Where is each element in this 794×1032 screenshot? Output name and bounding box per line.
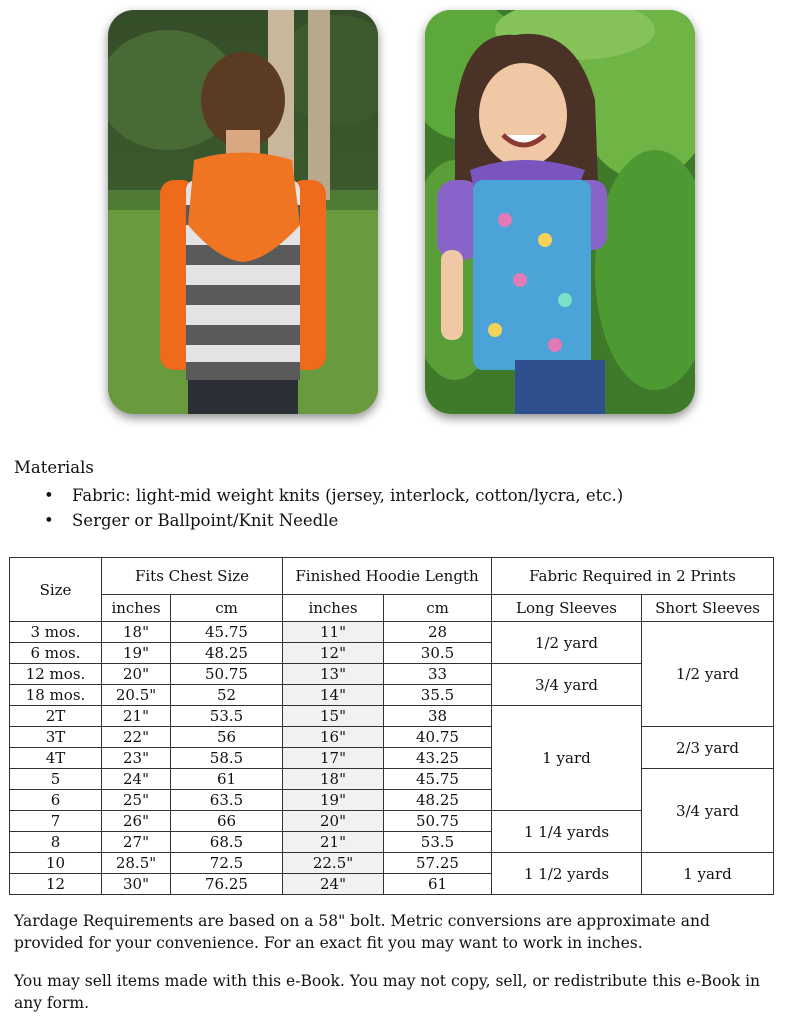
cell-size: 5 [10,769,102,790]
cell-length-in: 17" [283,748,384,769]
cell-long-sleeves: 3/4 yard [492,664,642,706]
cell-chest-cm: 58.5 [171,748,283,769]
cell-chest-cm: 63.5 [171,790,283,811]
cell-chest-cm: 66 [171,811,283,832]
cell-length-in: 20" [283,811,384,832]
cell-size: 4T [10,748,102,769]
cell-length-in: 14" [283,685,384,706]
subheader-length-inches: inches [283,595,384,622]
cell-size: 10 [10,853,102,874]
cell-chest-cm: 68.5 [171,832,283,853]
table-header-row [10,558,774,595]
cell-chest-cm: 61 [171,769,283,790]
cell-length-cm: 48.25 [384,790,492,811]
cell-size: 2T [10,706,102,727]
cell-length-cm: 33 [384,664,492,685]
cell-short-sleeves: 1 yard [642,853,774,895]
cell-length-in: 21" [283,832,384,853]
cell-length-cm: 38 [384,706,492,727]
cell-chest-in: 26" [102,811,171,832]
header-hoodie-length: Finished Hoodie Length [283,558,492,595]
subheader-chest-inches: inches [102,595,171,622]
table-row [10,622,774,643]
cell-long-sleeves: 1 1/2 yards [492,853,642,895]
header-size: Size [10,558,102,622]
subheader-short-sleeves: Short Sleeves [642,595,774,622]
cell-chest-cm: 56 [171,727,283,748]
cell-chest-in: 21" [102,706,171,727]
cell-size: 18 mos. [10,685,102,706]
cell-size: 3T [10,727,102,748]
table-subheader-row [10,595,774,622]
cell-short-sleeves: 1/2 yard [642,622,774,727]
cell-chest-in: 25" [102,790,171,811]
subheader-length-cm: cm [384,595,492,622]
cell-long-sleeves: 1 yard [492,706,642,811]
cell-length-in: 22.5" [283,853,384,874]
cell-size: 12 mos. [10,664,102,685]
header-fits-chest: Fits Chest Size [102,558,283,595]
cell-chest-in: 30" [102,874,171,895]
table-row [10,769,774,790]
cell-chest-cm: 50.75 [171,664,283,685]
cell-length-in: 13" [283,664,384,685]
materials-heading: Materials [14,458,94,477]
cell-length-cm: 28 [384,622,492,643]
cell-chest-cm: 45.75 [171,622,283,643]
cell-length-in: 18" [283,769,384,790]
cell-chest-cm: 53.5 [171,706,283,727]
cell-chest-in: 19" [102,643,171,664]
cell-length-in: 16" [283,727,384,748]
photo-girl-purple-hood [425,10,695,414]
materials-section [14,458,774,533]
cell-length-cm: 40.75 [384,727,492,748]
materials-item-fabric: • Fabric: light-mid weight knits (jersey, interlock, cotton/lycra, etc.) [72,483,774,508]
cell-length-in: 19" [283,790,384,811]
cell-chest-in: 27" [102,832,171,853]
header-fabric-required: Fabric Required in 2 Prints [492,558,774,595]
cell-chest-in: 24" [102,769,171,790]
cell-chest-cm: 48.25 [171,643,283,664]
subheader-long-sleeves: Long Sleeves [492,595,642,622]
cell-chest-cm: 52 [171,685,283,706]
cell-size: 12 [10,874,102,895]
cell-length-in: 15" [283,706,384,727]
cell-size: 8 [10,832,102,853]
cell-long-sleeves: 1 1/4 yards [492,811,642,853]
cell-length-in: 12" [283,643,384,664]
cell-chest-in: 22" [102,727,171,748]
cell-length-cm: 35.5 [384,685,492,706]
cell-short-sleeves: 2/3 yard [642,727,774,769]
cell-long-sleeves: 1/2 yard [492,622,642,664]
cell-size: 7 [10,811,102,832]
cell-size: 6 [10,790,102,811]
cell-length-cm: 53.5 [384,832,492,853]
photo-boy-orange-hood [108,10,378,414]
cell-chest-in: 20.5" [102,685,171,706]
license-note: You may sell items made with this e-Book. You may not copy, sell, or redistribute this e-Book in any form. [14,972,761,1012]
cell-length-in: 24" [283,874,384,895]
cell-length-cm: 61 [384,874,492,895]
cell-length-in: 11" [283,622,384,643]
cell-chest-in: 28.5" [102,853,171,874]
cell-size: 6 mos. [10,643,102,664]
subheader-chest-cm: cm [171,595,283,622]
materials-list [14,483,774,533]
table-row [10,727,774,748]
cell-length-cm: 50.75 [384,811,492,832]
yardage-note: Yardage Requirements are based on a 58" bolt. Metric conversions are approximate and provided for your convenience. For an exact fit you may want to work in inches. [14,912,710,952]
cell-chest-cm: 76.25 [171,874,283,895]
materials-item-needle: • Serger or Ballpoint/Knit Needle [72,508,774,533]
cell-size: 3 mos. [10,622,102,643]
cell-chest-in: 23" [102,748,171,769]
cell-chest-cm: 72.5 [171,853,283,874]
cell-chest-in: 18" [102,622,171,643]
cell-short-sleeves: 3/4 yard [642,769,774,853]
cell-chest-in: 20" [102,664,171,685]
table-row [10,853,774,874]
cell-length-cm: 30.5 [384,643,492,664]
cell-length-cm: 57.25 [384,853,492,874]
cell-length-cm: 43.25 [384,748,492,769]
cell-length-cm: 45.75 [384,769,492,790]
size-chart-table [9,557,774,895]
